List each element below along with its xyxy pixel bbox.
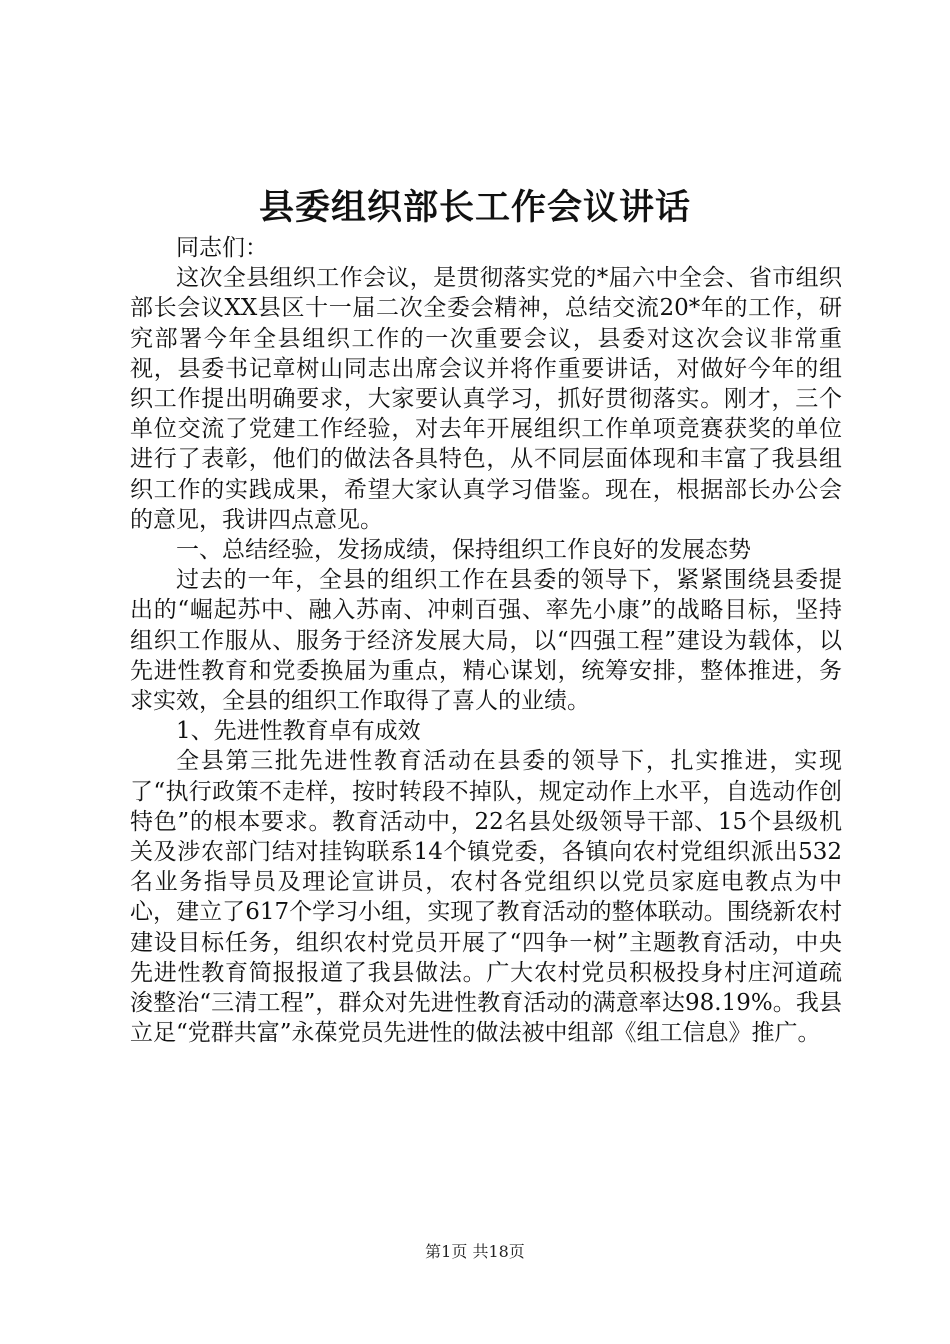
section-heading-1: 一、总结经验，发扬成绩，保持组织工作良好的发展态势: [176, 537, 751, 564]
subsection-heading-1: 1、先进性教育卓有成效: [176, 718, 421, 745]
salutation-paragraph: 同志们：: [176, 235, 268, 261]
intro-paragraph: 这次全县组织工作会议，是贯彻落实党的*届六中全会、省市组织部长会议XX县区十一届二次全委会精神，总结交流20*年的工作，研究部署今年全县组织工作的一次重要会议，县委对这次会议非常重视，县委书记章树山同志出席会议并将作重要讲话，对做好今年的组织工作提出明确要求，大家要认真学习，抓好贯彻落实。刚才，三个单位交流了党建工作经验，对去年开展组织工作单项竞赛获奖的单位进行了表彰，他们的做法各具特色，从不同层面体现和丰富了我县组织工作的实践成果，希望大家认真学习借鉴。现在，根据部长办公会的意见，我讲四点意见。: [130, 265, 842, 533]
subsection-1-paragraph: 全县第三批先进性教育活动在县委的领导下，扎实推进，实现了“执行政策不走样，按时转段不掉队，规定动作上水平，自选动作创特色”的根本要求。教育活动中，22名县处级领导干部、15个县级机关及涉农部门结对挂钩联系14个镇党委，各镇向农村党组织派出532名业务指导员及理论宣讲员，农村各党组织以党员家庭电教点为中心，建立了617个学习小组，实现了教育活动的整体联动。围绕新农村建设目标任务，组织农村党员开展了“四争一树”主题教育活动，中央先进性教育简报报道了我县做法。广大农村党员积极投身村庄河道疏浚整治“三清工程”，群众对先进性教育活动的满意率达98.19%。我县立足“党群共富”永葆党员先进性的做法被中组部《组工信息》推广。: [130, 748, 842, 1047]
section-1-paragraph: 过去的一年，全县的组织工作在县委的领导下，紧紧围绕县委提出的“崛起苏中、融入苏南、冲刺百强、率先小康”的战略目标，坚持组织工作服从、服务于经济发展大局，以“四强工程”建设为载体，以先进性教育和党委换届为重点，精心谋划，统筹安排，整体推进，务求实效，全县的组织工作取得了喜人的业绩。: [130, 567, 842, 715]
document-title: 县委组织部长工作会议讲话: [258, 187, 691, 228]
document-body: [130, 233, 842, 1048]
page-number-footer: 第1页 共18页: [425, 1242, 525, 1261]
